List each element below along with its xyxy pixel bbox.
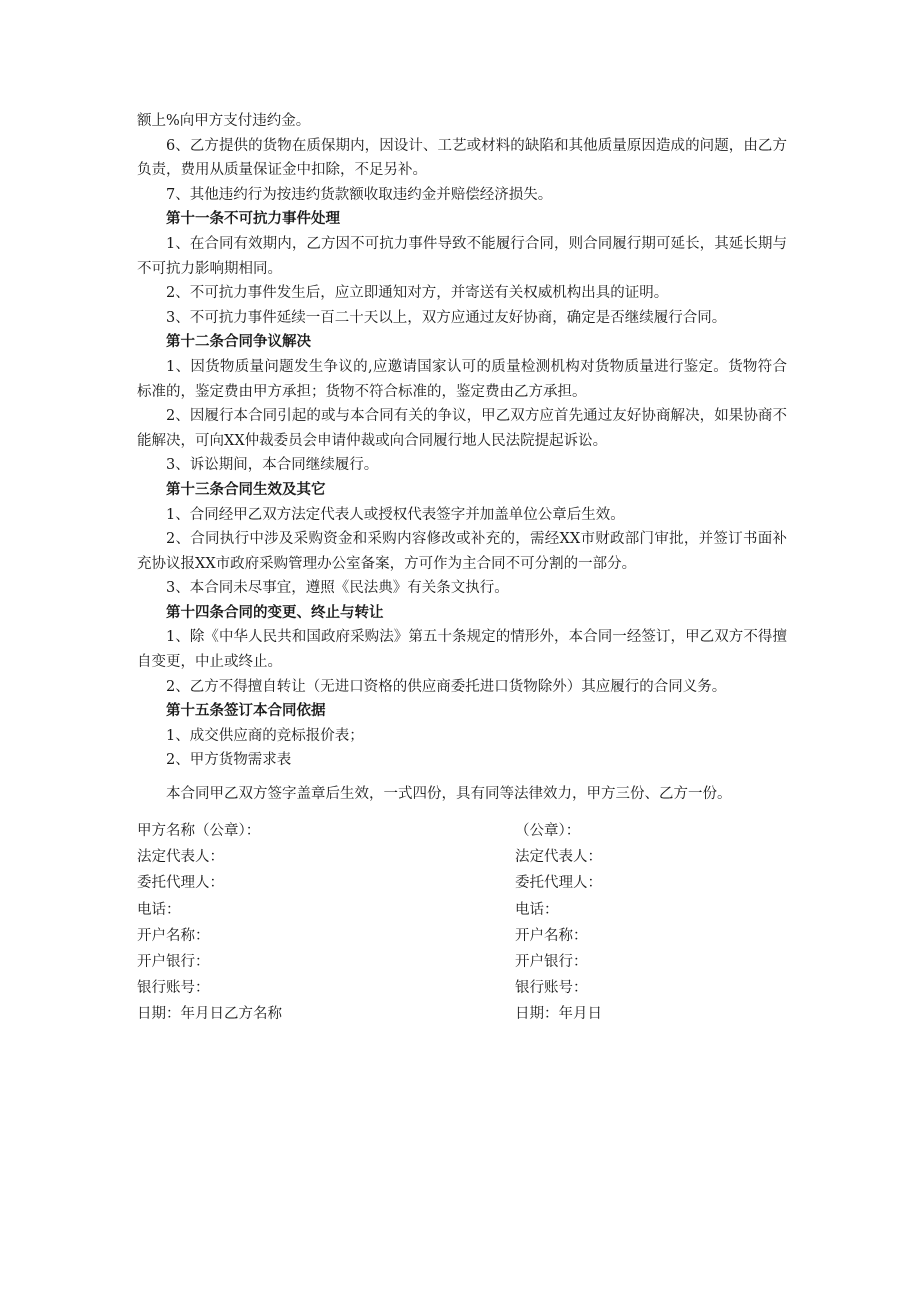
- paragraph: 3、不可抗力事件延续一百二十天以上，双方应通过友好协商，确定是否继续履行合同。: [166, 309, 727, 326]
- party-a-field: 甲方名称（公章）：: [137, 823, 261, 839]
- paragraph: 1、在合同有效期内，乙方因不可抗力事件导致不能履行合同，则合同履行期可延长，其延长期与不可抗力影响期相同。: [137, 235, 787, 277]
- article-heading: 第十三条合同生效及其它: [166, 480, 326, 498]
- signature-row: [137, 818, 787, 844]
- party-a-field: 法定代表人：: [137, 849, 224, 866]
- paragraph: 2、合同执行中涉及采购资金和采购内容修改或补充的，需经XX市财政部门审批，并签订书面补充协议报XX市政府采购管理办公室备案，方可作为主合同不可分割的一部分。: [137, 531, 787, 572]
- signature-row: [137, 975, 787, 1001]
- paragraph: 1、除《中华人民共和国政府采购法》第五十条规定的情形外，本合同一经签订，甲乙双方不得擅自变更，中止或终止。: [137, 629, 787, 671]
- paragraph: 2、不可抗力事件发生后，应立即通知对方，并寄送有关权威机构出具的证明。: [166, 285, 669, 302]
- signature-row: [137, 949, 787, 975]
- paragraph: 6、乙方提供的货物在质保期内，因设计、工艺或材料的缺陷和其他质量原因造成的问题，由乙方负责，费用从质量保证金中扣除，不足另补。: [137, 137, 787, 179]
- article-heading: 第十四条合同的变更、终止与转让: [166, 603, 384, 621]
- paragraph: 3、本合同未尽事宜，遵照《民法典》有关条文执行。: [166, 580, 509, 597]
- paragraph: 1、因货物质量问题发生争议的,应邀请国家认可的质量检测机构对货物质量进行鉴定。货物符合标准的，鉴定费由甲方承担；货物不符合标准的，鉴定费由乙方承担。: [137, 358, 787, 400]
- party-a-field: 开户名称：: [137, 927, 210, 944]
- party-a-field: 银行账号：: [137, 980, 210, 997]
- signature-block: [137, 818, 787, 1028]
- party-b-field: 银行账号：: [515, 980, 588, 997]
- party-a-field: 委托代理人：: [137, 875, 224, 892]
- paragraph: 2、甲方货物需求表: [166, 752, 292, 769]
- signature-row: [137, 897, 787, 923]
- signature-row: [137, 870, 787, 896]
- party-b-field: 委托代理人：: [515, 875, 602, 892]
- article-heading: 第十二条合同争议解决: [166, 333, 311, 351]
- party-b-field: 开户银行：: [515, 954, 588, 971]
- paragraph-gap: [137, 773, 787, 782]
- paragraph: 额上%向甲方支付违约金。: [137, 113, 311, 129]
- party-a-field: 日期：年月日乙方名称: [137, 1006, 282, 1023]
- party-b-field: 法定代表人：: [515, 849, 602, 866]
- paragraph: 3、诉讼期间，本合同继续履行。: [166, 457, 379, 474]
- party-b-field: 日期：年月日: [515, 1006, 602, 1023]
- signature-row: [137, 923, 787, 949]
- article-heading: 第十一条不可抗力事件处理: [166, 210, 340, 228]
- paragraph: 2、乙方不得擅自转让（无进口资格的供应商委托进口货物除外）其应履行的合同义务。: [166, 678, 727, 695]
- party-b-field: 电话：: [515, 901, 559, 918]
- paragraph: 1、成交供应商的竞标报价表；: [166, 727, 364, 744]
- party-a-field: 开户银行：: [137, 954, 210, 971]
- signature-row: [137, 1001, 787, 1027]
- party-a-field: 电话：: [137, 901, 181, 918]
- paragraph: 1、合同经甲乙双方法定代表人或授权代表签字并加盖单位公章后生效。: [166, 506, 625, 523]
- party-b-field: （公章）：: [515, 823, 581, 839]
- signature-row: [137, 844, 787, 870]
- paragraph: 7、其他违约行为按违约货款额收取违约金并赔偿经济损失。: [166, 186, 553, 203]
- paragraph: 本合同甲乙双方签字盖章后生效，一式四份，具有同等法律效力，甲方三份、乙方一份。: [166, 786, 732, 803]
- party-b-field: 开户名称：: [515, 927, 588, 944]
- paragraph: 2、因履行本合同引起的或与本合同有关的争议，甲乙双方应首先通过友好协商解决，如果协商不能解决，可向XX仲裁委员会申请仲裁或向合同履行地人民法院提起诉讼。: [137, 408, 787, 449]
- contract-body: [137, 109, 787, 807]
- article-heading: 第十五条签订本合同依据: [166, 702, 326, 720]
